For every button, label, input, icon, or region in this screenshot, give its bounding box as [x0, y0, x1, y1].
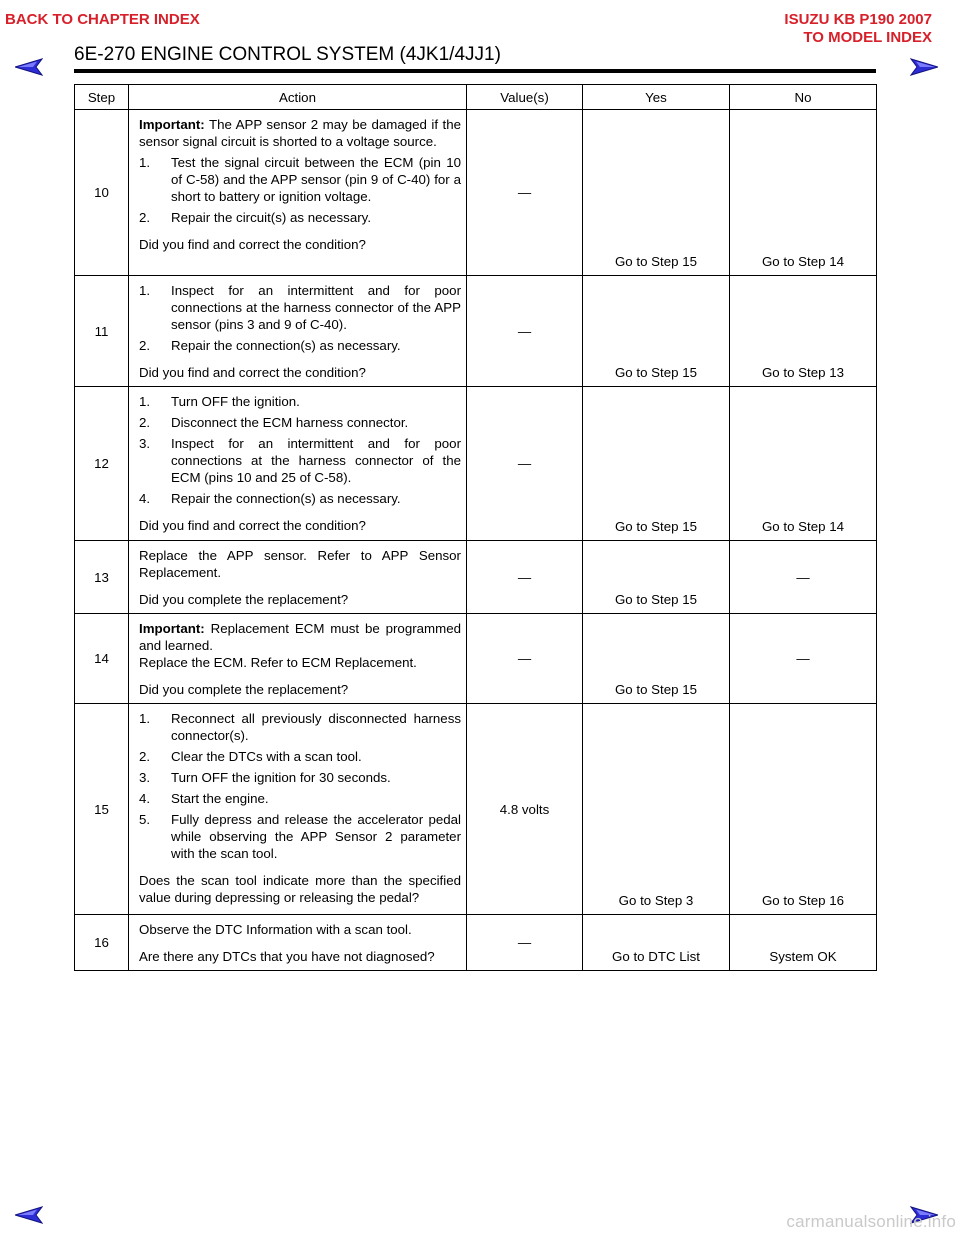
item-number: 1.	[139, 711, 151, 726]
important-note	[139, 620, 461, 654]
item-number: 3.	[139, 436, 151, 451]
yes-cell: Go to Step 15	[583, 541, 730, 614]
model-title-link[interactable]: ISUZU KB P190 2007	[784, 11, 932, 28]
step-number: 12	[75, 387, 129, 541]
step-number: 16	[75, 915, 129, 971]
item-text: Start the engine.	[171, 791, 269, 806]
item-number: 2.	[139, 415, 151, 430]
item-number: 4.	[139, 491, 151, 506]
list-item	[139, 414, 461, 431]
list-item	[139, 282, 461, 333]
list-item	[139, 209, 461, 226]
action-text: Observe the DTC Information with a scan tool.	[139, 922, 412, 937]
no-cell: System OK	[730, 915, 877, 971]
list-item	[139, 790, 461, 807]
action-text: Replace the ECM. Refer to ECM Replacement.	[139, 655, 417, 670]
item-number: 2.	[139, 210, 151, 225]
important-text: Replacement ECM must be programmed and learned.	[139, 621, 461, 653]
item-text: Turn OFF the ignition for 30 seconds.	[171, 770, 391, 785]
list-item	[139, 769, 461, 786]
action-text: Replace the APP sensor. Refer to APP Sensor Replacement.	[139, 548, 461, 580]
list-item	[139, 337, 461, 354]
action-steps	[139, 154, 461, 226]
action-steps	[139, 393, 461, 507]
item-number: 1.	[139, 155, 151, 170]
table-row	[75, 915, 877, 971]
item-text: Inspect for an intermittent and for poor connections at the harness connector of the ECM (pins 10 and 25 of C-58).	[171, 436, 461, 485]
header-values: Value(s)	[467, 85, 583, 110]
watermark: carmanualsonline.info	[786, 1212, 956, 1231]
value-cell: —	[467, 614, 583, 704]
action-cell	[129, 704, 467, 915]
value-cell: —	[467, 915, 583, 971]
yes-cell: Go to Step 15	[583, 387, 730, 541]
item-text: Turn OFF the ignition.	[171, 394, 300, 409]
item-text: Repair the connection(s) as necessary.	[171, 338, 401, 353]
action-cell	[129, 541, 467, 614]
item-text: Fully depress and release the accelerator pedal while observing the APP Sensor 2 parameter with the scan tool.	[171, 812, 461, 861]
no-cell: Go to Step 14	[730, 110, 877, 276]
step-number: 13	[75, 541, 129, 614]
yes-cell: Go to Step 15	[583, 276, 730, 387]
action-cell	[129, 915, 467, 971]
no-cell: —	[730, 541, 877, 614]
item-text: Inspect for an intermittent and for poor connections at the harness connector of the APP sensor (pins 3 and 9 of C-40).	[171, 283, 461, 332]
no-cell: Go to Step 13	[730, 276, 877, 387]
table-row	[75, 704, 877, 915]
diagnostic-table	[74, 84, 877, 971]
value-cell: —	[467, 276, 583, 387]
prev-page-arrow-icon[interactable]	[15, 1206, 43, 1224]
no-cell: Go to Step 14	[730, 387, 877, 541]
question: Did you find and correct the condition?	[139, 237, 366, 252]
list-item	[139, 811, 461, 862]
item-number: 5.	[139, 812, 151, 827]
important-label: Important:	[139, 117, 205, 132]
table-row	[75, 541, 877, 614]
item-number: 4.	[139, 791, 151, 806]
value-cell: 4.8 volts	[467, 704, 583, 915]
title-divider	[74, 69, 876, 73]
header-no: No	[730, 85, 877, 110]
next-page-arrow-icon[interactable]	[910, 58, 938, 76]
question: Does the scan tool indicate more than the specified value during depressing or releasing the pedal?	[139, 873, 461, 905]
item-text: Disconnect the ECM harness connector.	[171, 415, 409, 430]
table-row	[75, 276, 877, 387]
action-steps	[139, 710, 461, 862]
list-item	[139, 710, 461, 744]
list-item	[139, 435, 461, 486]
prev-page-arrow-icon[interactable]	[15, 58, 43, 76]
step-number: 14	[75, 614, 129, 704]
header-step: Step	[75, 85, 129, 110]
question: Did you find and correct the condition?	[139, 518, 366, 533]
item-text: Test the signal circuit between the ECM (pin 10 of C-58) and the APP sensor (pin 9 of C-40) for a short to battery or ignition voltage.	[171, 155, 461, 204]
action-cell	[129, 614, 467, 704]
list-item	[139, 154, 461, 205]
header-action: Action	[129, 85, 467, 110]
value-cell: —	[467, 541, 583, 614]
list-item	[139, 748, 461, 765]
yes-cell: Go to Step 3	[583, 704, 730, 915]
action-cell	[129, 276, 467, 387]
important-note	[139, 116, 461, 150]
item-text: Repair the connection(s) as necessary.	[171, 491, 401, 506]
header-yes: Yes	[583, 85, 730, 110]
item-text: Clear the DTCs with a scan tool.	[171, 749, 362, 764]
back-to-chapter-index-link[interactable]: BACK TO CHAPTER INDEX	[5, 11, 200, 28]
table-row	[75, 387, 877, 541]
no-cell: Go to Step 16	[730, 704, 877, 915]
item-text: Repair the circuit(s) as necessary.	[171, 210, 372, 225]
step-number: 10	[75, 110, 129, 276]
table-header-row	[75, 85, 877, 110]
to-model-index-link[interactable]: TO MODEL INDEX	[803, 29, 932, 46]
item-number: 1.	[139, 394, 151, 409]
important-text: The APP sensor 2 may be damaged if the sensor signal circuit is shorted to a voltage source.	[139, 117, 461, 149]
list-item	[139, 393, 461, 410]
no-cell: —	[730, 614, 877, 704]
action-cell	[129, 110, 467, 276]
list-item	[139, 490, 461, 507]
question: Did you complete the replacement?	[139, 592, 349, 607]
page-title: 6E-270 ENGINE CONTROL SYSTEM (4JK1/4JJ1)	[74, 44, 501, 65]
item-number: 1.	[139, 283, 151, 298]
important-label: Important:	[139, 621, 205, 636]
item-number: 2.	[139, 338, 151, 353]
yes-cell: Go to Step 15	[583, 614, 730, 704]
value-cell: —	[467, 110, 583, 276]
value-cell: —	[467, 387, 583, 541]
step-number: 11	[75, 276, 129, 387]
item-number: 2.	[139, 749, 151, 764]
yes-cell: Go to DTC List	[583, 915, 730, 971]
question: Are there any DTCs that you have not diagnosed?	[139, 949, 435, 964]
question: Did you complete the replacement?	[139, 682, 349, 697]
action-steps	[139, 282, 461, 354]
item-text: Reconnect all previously disconnected harness connector(s).	[171, 711, 461, 743]
yes-cell: Go to Step 15	[583, 110, 730, 276]
question: Did you find and correct the condition?	[139, 365, 366, 380]
table-row	[75, 110, 877, 276]
step-number: 15	[75, 704, 129, 915]
action-cell	[129, 387, 467, 541]
item-number: 3.	[139, 770, 151, 785]
table-row	[75, 614, 877, 704]
